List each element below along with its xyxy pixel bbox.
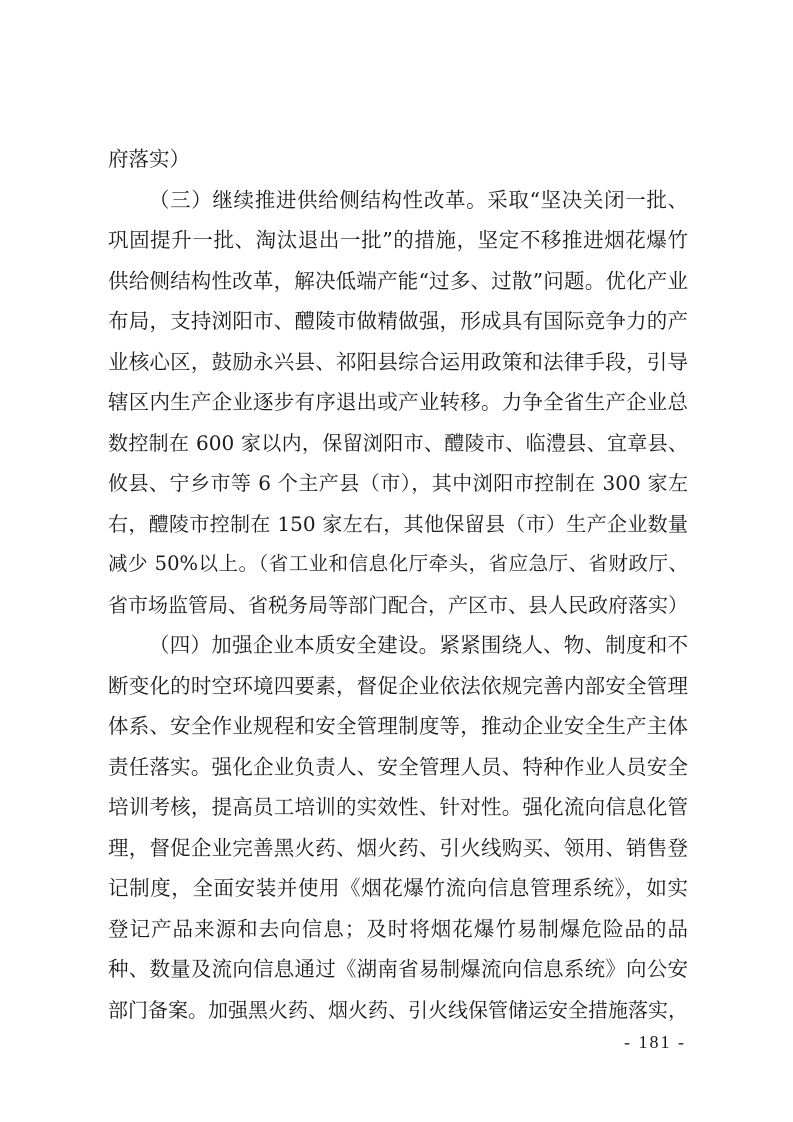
text-line: 辖区内生产企业逐步有序退出或产业转移。力争全省生产企业总 xyxy=(108,390,688,414)
section-heading-line: （四）加强企业本质安全建设。紧紧围绕人、物、制度和不 xyxy=(149,633,688,657)
text-line: 记制度，全面安装并使用《烟花爆竹流向信息管理系统》，如实 xyxy=(108,876,688,900)
text-line: 登记产品来源和去向信息；及时将烟花爆竹易制爆危险品的品 xyxy=(108,916,688,941)
text-line: 数控制在 600 家以内，保留浏阳市、醴陵市、临澧县、宜章县、 xyxy=(108,430,688,455)
text-line: 减少 50%以上。（省工业和信息化厅牵头，省应急厅、省财政厅、 xyxy=(108,552,688,575)
text-line: 断变化的时空环境四要素，督促企业依法依规完善内部安全管理 xyxy=(108,673,688,698)
text-line: 供给侧结构性改革，解决低端产能“过多、过散”问题。优化产业 xyxy=(108,268,688,293)
text-line: 培训考核，提高员工培训的实效性、针对性。强化流向信息化管 xyxy=(108,795,688,819)
text-line: 理，督促企业完善黑火药、烟火药、引火线购买、领用、销售登 xyxy=(108,835,688,860)
text-line: 右，醴陵市控制在 150 家左右，其他保留县（市）生产企业数量 xyxy=(108,511,688,536)
text-line: 种、数量及流向信息通过《湖南省易制爆流向信息系统》向公安 xyxy=(108,957,688,981)
text-line: 责任落实。强化企业负责人、安全管理人员、特种作业人员安全 xyxy=(108,754,688,779)
text-line: 业核心区，鼓励永兴县、祁阳县综合运用政策和法律手段，引导 xyxy=(108,349,688,374)
text-line: 部门备案。加强黑火药、烟火药、引火线保管储运安全措施落实， xyxy=(108,997,688,1022)
body-text xyxy=(108,139,688,1030)
text-line: 府落实） xyxy=(108,147,190,171)
text-line: 巩固提升一批、淘汰退出一批”的措施，坚定不移推进烟花爆竹 xyxy=(108,228,688,252)
text-line: 省市场监管局、省税务局等部门配合，产区市、县人民政府落实） xyxy=(108,592,688,617)
text-line: 攸县、宁乡市等 6 个主产县（市），其中浏阳市控制在 300 家左 xyxy=(108,471,688,495)
section-heading-line: （三）继续推进供给侧结构性改革。采取“坚决关闭一批、 xyxy=(149,187,688,212)
page-number: - 181 - xyxy=(624,1032,686,1052)
text-line: 布局，支持浏阳市、醴陵市做精做强，形成具有国际竞争力的产 xyxy=(108,309,688,333)
text-line: 体系、安全作业规程和安全管理制度等，推动企业安全生产主体 xyxy=(108,714,688,738)
